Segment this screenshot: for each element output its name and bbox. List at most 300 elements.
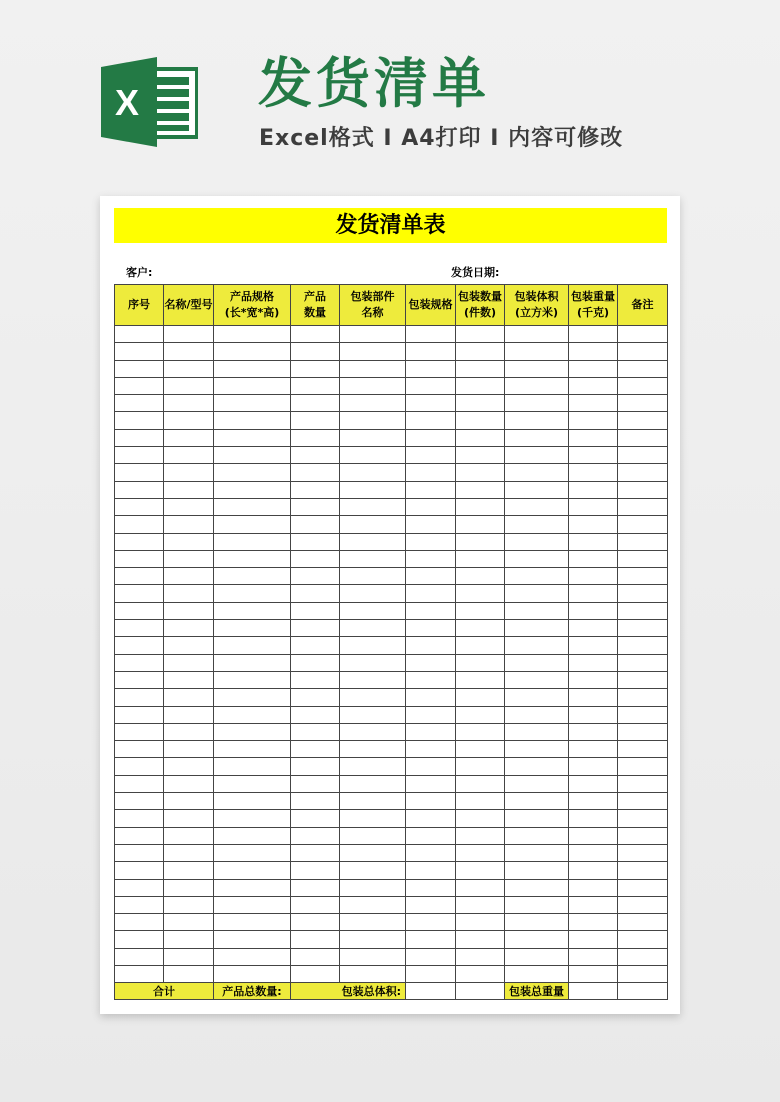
table-cell[interactable]: [505, 395, 569, 412]
table-cell[interactable]: [456, 706, 505, 723]
table-cell[interactable]: [569, 602, 618, 619]
table-cell[interactable]: [569, 896, 618, 913]
table-cell[interactable]: [214, 810, 291, 827]
table-cell[interactable]: [115, 360, 164, 377]
table-cell[interactable]: [456, 326, 505, 343]
table-cell[interactable]: [569, 412, 618, 429]
table-cell[interactable]: [291, 481, 340, 498]
table-cell[interactable]: [340, 585, 406, 602]
table-cell[interactable]: [291, 689, 340, 706]
table-cell[interactable]: [618, 360, 668, 377]
table-cell[interactable]: [456, 481, 505, 498]
table-cell[interactable]: [618, 896, 668, 913]
table-cell[interactable]: [291, 533, 340, 550]
table-cell[interactable]: [291, 412, 340, 429]
table-cell[interactable]: [456, 637, 505, 654]
table-cell[interactable]: [115, 395, 164, 412]
table-cell[interactable]: [115, 896, 164, 913]
table-cell[interactable]: [456, 602, 505, 619]
table-cell[interactable]: [115, 862, 164, 879]
table-cell[interactable]: [340, 429, 406, 446]
table-cell[interactable]: [164, 377, 214, 394]
table-cell[interactable]: [115, 343, 164, 360]
table-cell[interactable]: [618, 793, 668, 810]
table-cell[interactable]: [406, 395, 456, 412]
table-cell[interactable]: [164, 360, 214, 377]
table-cell[interactable]: [214, 948, 291, 965]
table-cell[interactable]: [340, 965, 406, 982]
table-cell[interactable]: [291, 568, 340, 585]
table-cell[interactable]: [291, 862, 340, 879]
table-cell[interactable]: [340, 671, 406, 688]
table-cell[interactable]: [164, 602, 214, 619]
table-cell[interactable]: [456, 343, 505, 360]
table-cell[interactable]: [505, 550, 569, 567]
table-cell[interactable]: [164, 533, 214, 550]
table-cell[interactable]: [291, 741, 340, 758]
table-cell[interactable]: [340, 810, 406, 827]
table-cell[interactable]: [569, 533, 618, 550]
table-cell[interactable]: [115, 516, 164, 533]
table-cell[interactable]: [214, 793, 291, 810]
table-cell[interactable]: [340, 550, 406, 567]
table-cell[interactable]: [291, 516, 340, 533]
table-cell[interactable]: [214, 533, 291, 550]
table-cell[interactable]: [569, 377, 618, 394]
table-cell[interactable]: [214, 637, 291, 654]
table-cell[interactable]: [406, 637, 456, 654]
table-cell[interactable]: [569, 464, 618, 481]
table-cell[interactable]: [340, 326, 406, 343]
table-cell[interactable]: [115, 965, 164, 982]
table-cell[interactable]: [115, 775, 164, 792]
table-cell[interactable]: [115, 377, 164, 394]
table-cell[interactable]: [291, 844, 340, 861]
table-cell[interactable]: [291, 879, 340, 896]
table-cell[interactable]: [291, 620, 340, 637]
table-cell[interactable]: [340, 377, 406, 394]
table-cell[interactable]: [569, 844, 618, 861]
table-cell[interactable]: [115, 671, 164, 688]
table-cell[interactable]: [569, 827, 618, 844]
table-cell[interactable]: [618, 862, 668, 879]
table-cell[interactable]: [406, 602, 456, 619]
table-cell[interactable]: [406, 654, 456, 671]
table-cell[interactable]: [456, 741, 505, 758]
table-cell[interactable]: [340, 914, 406, 931]
table-cell[interactable]: [164, 395, 214, 412]
table-cell[interactable]: [406, 447, 456, 464]
table-cell[interactable]: [406, 620, 456, 637]
table-cell[interactable]: [214, 931, 291, 948]
table-cell[interactable]: [214, 741, 291, 758]
table-cell[interactable]: [505, 931, 569, 948]
table-cell[interactable]: [115, 550, 164, 567]
table-cell[interactable]: [505, 706, 569, 723]
table-cell[interactable]: [618, 948, 668, 965]
table-cell[interactable]: [214, 723, 291, 740]
table-cell[interactable]: [569, 862, 618, 879]
table-cell[interactable]: [115, 481, 164, 498]
table-cell[interactable]: [164, 326, 214, 343]
table-cell[interactable]: [164, 879, 214, 896]
table-cell[interactable]: [214, 429, 291, 446]
table-cell[interactable]: [456, 810, 505, 827]
table-cell[interactable]: [214, 412, 291, 429]
table-cell[interactable]: [406, 879, 456, 896]
table-cell[interactable]: [115, 689, 164, 706]
table-cell[interactable]: [505, 741, 569, 758]
table-cell[interactable]: [291, 758, 340, 775]
table-cell[interactable]: [505, 671, 569, 688]
table-cell[interactable]: [456, 948, 505, 965]
table-cell[interactable]: [505, 948, 569, 965]
table-cell[interactable]: [340, 498, 406, 515]
table-cell[interactable]: [164, 931, 214, 948]
table-cell[interactable]: [164, 412, 214, 429]
table-cell[interactable]: [406, 377, 456, 394]
table-cell[interactable]: [214, 671, 291, 688]
table-cell[interactable]: [214, 377, 291, 394]
table-cell[interactable]: [505, 689, 569, 706]
table-cell[interactable]: [164, 775, 214, 792]
table-cell[interactable]: [406, 360, 456, 377]
table-cell[interactable]: [340, 620, 406, 637]
table-cell[interactable]: [115, 326, 164, 343]
table-cell[interactable]: [164, 948, 214, 965]
table-cell[interactable]: [618, 429, 668, 446]
table-cell[interactable]: [164, 914, 214, 931]
table-cell[interactable]: [115, 585, 164, 602]
table-cell[interactable]: [406, 568, 456, 585]
table-cell[interactable]: [406, 585, 456, 602]
table-cell[interactable]: [569, 585, 618, 602]
table-cell[interactable]: [505, 965, 569, 982]
table-cell[interactable]: [214, 343, 291, 360]
table-cell[interactable]: [406, 810, 456, 827]
table-cell[interactable]: [164, 550, 214, 567]
table-cell[interactable]: [505, 810, 569, 827]
table-cell[interactable]: [456, 965, 505, 982]
table-cell[interactable]: [115, 654, 164, 671]
footer-cell[interactable]: [406, 983, 456, 1000]
table-cell[interactable]: [291, 326, 340, 343]
table-cell[interactable]: [340, 637, 406, 654]
table-cell[interactable]: [618, 481, 668, 498]
table-cell[interactable]: [164, 671, 214, 688]
table-cell[interactable]: [291, 723, 340, 740]
table-cell[interactable]: [291, 429, 340, 446]
table-cell[interactable]: [569, 741, 618, 758]
table-cell[interactable]: [618, 689, 668, 706]
table-cell[interactable]: [456, 793, 505, 810]
table-cell[interactable]: [456, 568, 505, 585]
table-cell[interactable]: [406, 723, 456, 740]
table-cell[interactable]: [406, 741, 456, 758]
table-cell[interactable]: [291, 827, 340, 844]
table-cell[interactable]: [618, 827, 668, 844]
table-cell[interactable]: [291, 896, 340, 913]
table-cell[interactable]: [505, 775, 569, 792]
table-cell[interactable]: [618, 395, 668, 412]
table-cell[interactable]: [456, 395, 505, 412]
table-cell[interactable]: [505, 377, 569, 394]
table-cell[interactable]: [406, 775, 456, 792]
table-cell[interactable]: [164, 896, 214, 913]
table-cell[interactable]: [164, 758, 214, 775]
table-cell[interactable]: [291, 585, 340, 602]
table-cell[interactable]: [618, 550, 668, 567]
table-cell[interactable]: [115, 637, 164, 654]
table-cell[interactable]: [505, 637, 569, 654]
table-cell[interactable]: [115, 533, 164, 550]
table-cell[interactable]: [456, 654, 505, 671]
table-cell[interactable]: [406, 689, 456, 706]
table-cell[interactable]: [569, 706, 618, 723]
table-cell[interactable]: [214, 689, 291, 706]
table-cell[interactable]: [164, 429, 214, 446]
table-cell[interactable]: [456, 620, 505, 637]
table-cell[interactable]: [291, 654, 340, 671]
table-cell[interactable]: [340, 395, 406, 412]
table-cell[interactable]: [618, 498, 668, 515]
table-cell[interactable]: [456, 412, 505, 429]
table-cell[interactable]: [164, 844, 214, 861]
table-cell[interactable]: [618, 585, 668, 602]
table-cell[interactable]: [115, 429, 164, 446]
table-cell[interactable]: [214, 602, 291, 619]
table-cell[interactable]: [406, 498, 456, 515]
table-cell[interactable]: [115, 568, 164, 585]
table-cell[interactable]: [291, 914, 340, 931]
table-cell[interactable]: [406, 429, 456, 446]
table-cell[interactable]: [406, 827, 456, 844]
table-cell[interactable]: [569, 689, 618, 706]
table-cell[interactable]: [164, 965, 214, 982]
table-cell[interactable]: [340, 689, 406, 706]
table-cell[interactable]: [569, 620, 618, 637]
table-cell[interactable]: [618, 464, 668, 481]
table-cell[interactable]: [406, 343, 456, 360]
table-cell[interactable]: [569, 793, 618, 810]
table-cell[interactable]: [291, 793, 340, 810]
table-cell[interactable]: [569, 429, 618, 446]
table-cell[interactable]: [214, 827, 291, 844]
table-cell[interactable]: [618, 758, 668, 775]
table-cell[interactable]: [340, 896, 406, 913]
table-cell[interactable]: [406, 412, 456, 429]
table-cell[interactable]: [406, 965, 456, 982]
table-cell[interactable]: [214, 706, 291, 723]
table-cell[interactable]: [406, 550, 456, 567]
table-cell[interactable]: [115, 741, 164, 758]
table-cell[interactable]: [406, 862, 456, 879]
table-cell[interactable]: [214, 447, 291, 464]
table-cell[interactable]: [618, 620, 668, 637]
table-cell[interactable]: [291, 343, 340, 360]
table-cell[interactable]: [569, 879, 618, 896]
table-cell[interactable]: [291, 671, 340, 688]
table-cell[interactable]: [115, 931, 164, 948]
footer-cell[interactable]: [569, 983, 618, 1000]
table-cell[interactable]: [291, 447, 340, 464]
table-cell[interactable]: [340, 654, 406, 671]
table-cell[interactable]: [164, 498, 214, 515]
table-cell[interactable]: [618, 654, 668, 671]
table-cell[interactable]: [456, 723, 505, 740]
table-cell[interactable]: [340, 447, 406, 464]
table-cell[interactable]: [505, 620, 569, 637]
table-cell[interactable]: [340, 931, 406, 948]
table-cell[interactable]: [164, 810, 214, 827]
table-cell[interactable]: [291, 360, 340, 377]
table-cell[interactable]: [505, 516, 569, 533]
table-cell[interactable]: [291, 775, 340, 792]
table-cell[interactable]: [456, 464, 505, 481]
table-cell[interactable]: [164, 654, 214, 671]
table-cell[interactable]: [340, 741, 406, 758]
table-cell[interactable]: [214, 326, 291, 343]
table-cell[interactable]: [618, 741, 668, 758]
table-cell[interactable]: [406, 844, 456, 861]
table-cell[interactable]: [456, 931, 505, 948]
table-cell[interactable]: [340, 516, 406, 533]
table-cell[interactable]: [291, 464, 340, 481]
table-cell[interactable]: [115, 844, 164, 861]
table-cell[interactable]: [618, 723, 668, 740]
table-cell[interactable]: [618, 671, 668, 688]
table-cell[interactable]: [340, 602, 406, 619]
table-cell[interactable]: [505, 602, 569, 619]
table-cell[interactable]: [115, 914, 164, 931]
table-cell[interactable]: [456, 879, 505, 896]
table-cell[interactable]: [214, 568, 291, 585]
footer-cell[interactable]: [618, 983, 668, 1000]
table-cell[interactable]: [164, 689, 214, 706]
table-cell[interactable]: [214, 844, 291, 861]
table-cell[interactable]: [214, 914, 291, 931]
table-cell[interactable]: [164, 620, 214, 637]
table-cell[interactable]: [618, 706, 668, 723]
table-cell[interactable]: [618, 447, 668, 464]
table-cell[interactable]: [214, 550, 291, 567]
table-cell[interactable]: [505, 498, 569, 515]
table-cell[interactable]: [456, 862, 505, 879]
table-cell[interactable]: [115, 758, 164, 775]
table-cell[interactable]: [214, 758, 291, 775]
table-cell[interactable]: [505, 326, 569, 343]
table-cell[interactable]: [618, 844, 668, 861]
table-cell[interactable]: [340, 412, 406, 429]
table-cell[interactable]: [505, 412, 569, 429]
table-cell[interactable]: [164, 447, 214, 464]
table-cell[interactable]: [406, 464, 456, 481]
table-cell[interactable]: [340, 568, 406, 585]
table-cell[interactable]: [214, 464, 291, 481]
table-cell[interactable]: [505, 481, 569, 498]
table-cell[interactable]: [569, 637, 618, 654]
table-cell[interactable]: [456, 775, 505, 792]
table-cell[interactable]: [569, 481, 618, 498]
table-cell[interactable]: [340, 879, 406, 896]
table-cell[interactable]: [291, 931, 340, 948]
table-cell[interactable]: [456, 377, 505, 394]
table-cell[interactable]: [340, 481, 406, 498]
table-cell[interactable]: [569, 914, 618, 931]
table-cell[interactable]: [569, 965, 618, 982]
table-cell[interactable]: [115, 948, 164, 965]
table-cell[interactable]: [618, 810, 668, 827]
table-cell[interactable]: [456, 585, 505, 602]
table-cell[interactable]: [406, 481, 456, 498]
table-cell[interactable]: [505, 360, 569, 377]
table-cell[interactable]: [569, 395, 618, 412]
table-cell[interactable]: [115, 706, 164, 723]
table-cell[interactable]: [618, 602, 668, 619]
table-cell[interactable]: [164, 862, 214, 879]
table-cell[interactable]: [569, 810, 618, 827]
table-cell[interactable]: [505, 862, 569, 879]
table-cell[interactable]: [291, 550, 340, 567]
table-cell[interactable]: [456, 550, 505, 567]
table-cell[interactable]: [291, 377, 340, 394]
table-cell[interactable]: [406, 758, 456, 775]
table-cell[interactable]: [406, 948, 456, 965]
table-cell[interactable]: [569, 498, 618, 515]
table-cell[interactable]: [340, 793, 406, 810]
table-cell[interactable]: [291, 498, 340, 515]
table-cell[interactable]: [618, 377, 668, 394]
table-cell[interactable]: [618, 965, 668, 982]
table-cell[interactable]: [505, 793, 569, 810]
table-cell[interactable]: [456, 360, 505, 377]
table-cell[interactable]: [406, 931, 456, 948]
table-cell[interactable]: [291, 965, 340, 982]
table-cell[interactable]: [214, 585, 291, 602]
table-cell[interactable]: [456, 429, 505, 446]
table-cell[interactable]: [291, 706, 340, 723]
table-cell[interactable]: [115, 810, 164, 827]
table-cell[interactable]: [214, 654, 291, 671]
table-cell[interactable]: [406, 516, 456, 533]
table-cell[interactable]: [569, 447, 618, 464]
table-cell[interactable]: [291, 948, 340, 965]
table-cell[interactable]: [115, 620, 164, 637]
table-cell[interactable]: [505, 827, 569, 844]
table-cell[interactable]: [569, 671, 618, 688]
table-cell[interactable]: [214, 395, 291, 412]
table-cell[interactable]: [115, 879, 164, 896]
table-cell[interactable]: [164, 723, 214, 740]
table-cell[interactable]: [340, 775, 406, 792]
table-cell[interactable]: [340, 948, 406, 965]
table-cell[interactable]: [456, 844, 505, 861]
table-cell[interactable]: [505, 723, 569, 740]
table-cell[interactable]: [340, 844, 406, 861]
table-cell[interactable]: [505, 654, 569, 671]
table-cell[interactable]: [406, 671, 456, 688]
table-cell[interactable]: [618, 775, 668, 792]
table-cell[interactable]: [569, 723, 618, 740]
table-cell[interactable]: [569, 326, 618, 343]
table-cell[interactable]: [456, 914, 505, 931]
table-cell[interactable]: [115, 723, 164, 740]
table-cell[interactable]: [291, 637, 340, 654]
table-cell[interactable]: [618, 931, 668, 948]
table-cell[interactable]: [569, 516, 618, 533]
table-cell[interactable]: [505, 896, 569, 913]
table-cell[interactable]: [291, 602, 340, 619]
